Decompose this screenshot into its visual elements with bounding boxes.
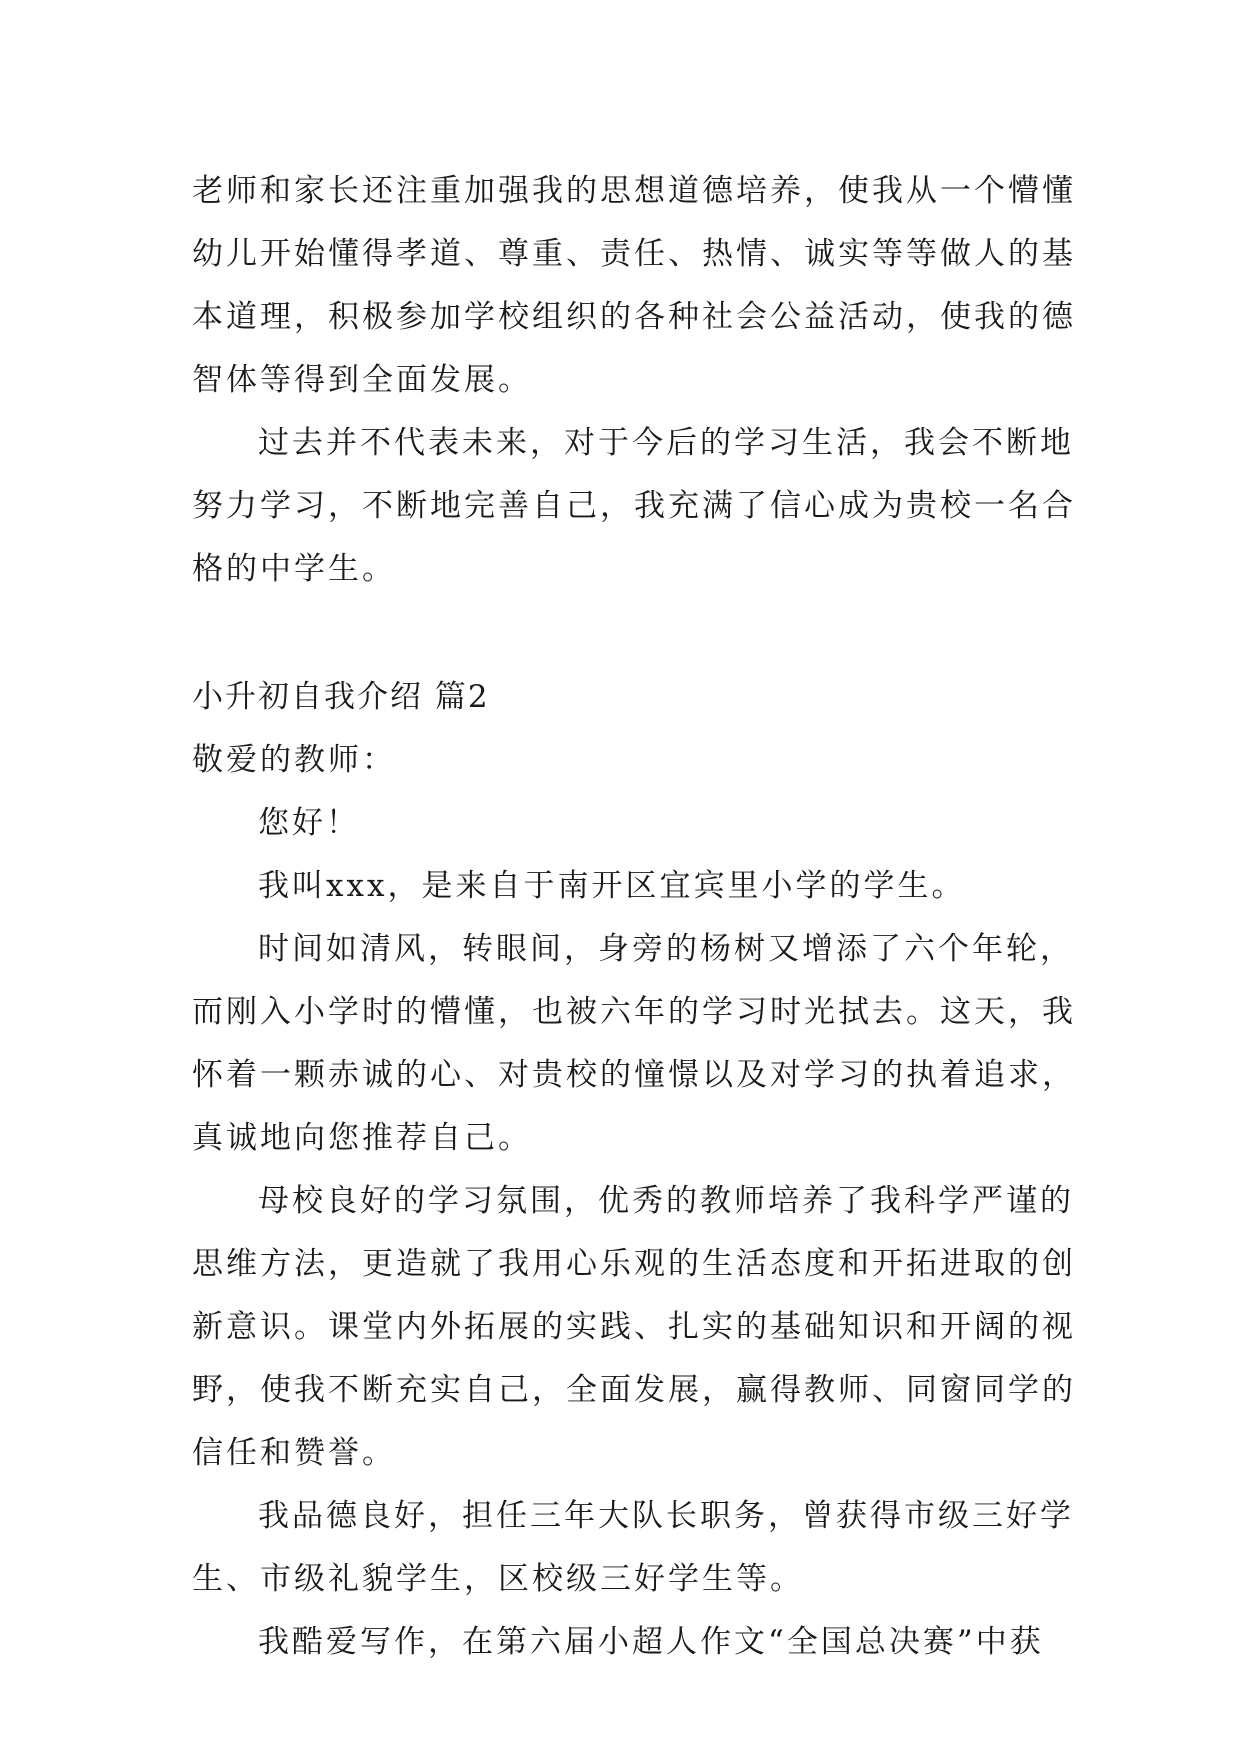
paragraph bbox=[192, 1611, 1062, 1674]
greeting: 您好！ bbox=[258, 805, 360, 841]
text-line: 智体等得到全面发展。 bbox=[192, 362, 532, 398]
text-line: 过去并不代表未来，对于今后的学习生活，我会不断地 bbox=[258, 425, 1074, 461]
text-line: 时间如清风，转眼间，身旁的杨树又增添了六个年轮， bbox=[258, 931, 1074, 967]
text-line: 努力学习，不断地完善自己，我充满了信心成为贵校一名合 bbox=[192, 488, 1076, 524]
text-line: 本道理，积极参加学校组织的各种社会公益活动，使我的德 bbox=[192, 299, 1076, 335]
document-body bbox=[192, 160, 1076, 1674]
text-line: 格的中学生。 bbox=[192, 551, 396, 587]
text-line: 我酷爱写作，在第六届小超人作文“全国总决赛”中获 bbox=[258, 1624, 1044, 1660]
text-line: 怀着一颗赤诚的心、对贵校的憧憬以及对学习的执着追求， bbox=[192, 1057, 1076, 1093]
text-line: 野，使我不断充实自己，全面发展，赢得教师、同窗同学的 bbox=[192, 1372, 1076, 1408]
paragraph bbox=[192, 855, 1062, 918]
text-line: 信任和赞誉。 bbox=[192, 1435, 396, 1471]
text-line: 生、市级礼貌学生，区校级三好学生等。 bbox=[192, 1561, 804, 1597]
text-line: 我品德良好，担任三年大队长职务，曾获得市级三好学 bbox=[258, 1498, 1074, 1534]
text-line: 我叫xxx，是来自于南开区宜宾里小学的学生。 bbox=[258, 868, 966, 904]
paragraph bbox=[192, 412, 1076, 601]
text-line: 母校良好的学习氛围，优秀的教师培养了我科学严谨的 bbox=[258, 1183, 1074, 1219]
text-line: 老师和家长还注重加强我的思想道德培养，使我从一个懵懂 bbox=[192, 173, 1076, 209]
paragraph bbox=[192, 160, 1076, 412]
paragraph bbox=[192, 918, 1076, 1170]
text-line: 而刚入小学时的懵懂，也被六年的学习时光拭去。这天，我 bbox=[192, 994, 1076, 1030]
text-line: 思维方法，更造就了我用心乐观的生活态度和开拓进取的创 bbox=[192, 1246, 1076, 1282]
text-line: 幼儿开始懂得孝道、尊重、责任、热情、诚实等等做人的基 bbox=[192, 236, 1076, 272]
paragraph bbox=[192, 1170, 1076, 1485]
section-heading: 小升初自我介绍 篇2 bbox=[192, 679, 490, 715]
section-spacer bbox=[192, 601, 1062, 666]
text-line: 真诚地向您推荐自己。 bbox=[192, 1120, 532, 1156]
text-line: 新意识。课堂内外拓展的实践、扎实的基础知识和开阔的视 bbox=[192, 1309, 1076, 1345]
salutation: 敬爱的教师： bbox=[192, 742, 396, 778]
paragraph bbox=[192, 1485, 1074, 1611]
